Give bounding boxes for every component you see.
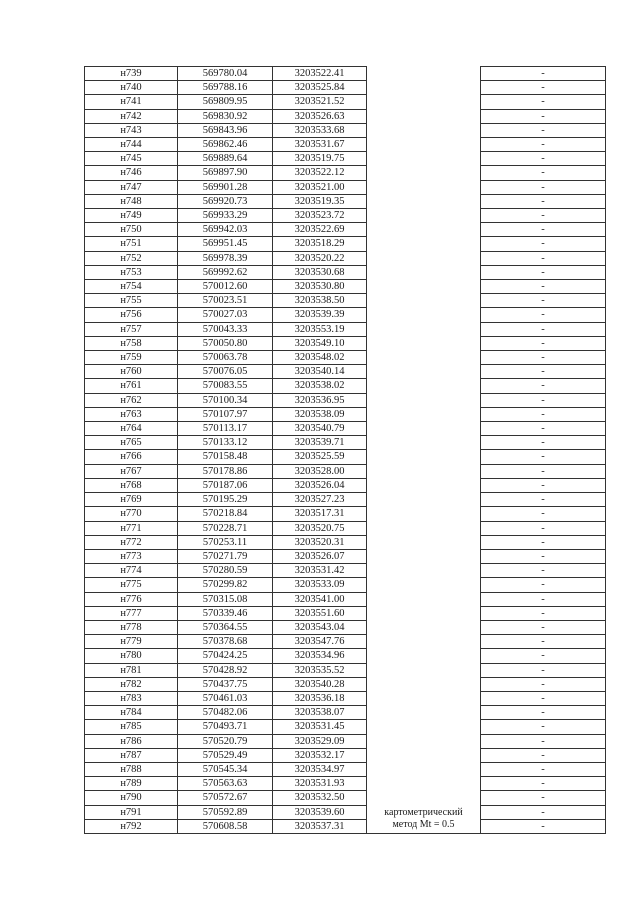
table-row — [85, 493, 606, 507]
x-coordinate-cell: 570083.55 — [178, 379, 273, 393]
extra-value-cell: - — [481, 393, 606, 407]
extra-value-cell: - — [481, 819, 606, 833]
table-row — [85, 138, 606, 152]
y-coordinate-cell: 3203519.35 — [273, 194, 367, 208]
table-row — [85, 109, 606, 123]
table-row — [85, 748, 606, 762]
point-name-cell: н780 — [85, 649, 178, 663]
extra-value-cell: - — [481, 578, 606, 592]
point-name-cell: н740 — [85, 81, 178, 95]
y-coordinate-cell: 3203541.00 — [273, 592, 367, 606]
x-coordinate-cell: 570023.51 — [178, 294, 273, 308]
table-row — [85, 762, 606, 776]
x-coordinate-cell: 570493.71 — [178, 720, 273, 734]
table-row — [85, 819, 606, 833]
point-name-cell: н783 — [85, 691, 178, 705]
extra-value-cell: - — [481, 748, 606, 762]
extra-value-cell: - — [481, 564, 606, 578]
table-row — [85, 209, 606, 223]
x-coordinate-cell: 570482.06 — [178, 706, 273, 720]
point-name-cell: н764 — [85, 422, 178, 436]
extra-value-cell: - — [481, 379, 606, 393]
y-coordinate-cell: 3203527.23 — [273, 493, 367, 507]
x-coordinate-cell: 569889.64 — [178, 152, 273, 166]
extra-value-cell: - — [481, 166, 606, 180]
y-coordinate-cell: 3203525.84 — [273, 81, 367, 95]
x-coordinate-cell: 569901.28 — [178, 180, 273, 194]
table-row — [85, 549, 606, 563]
extra-value-cell: - — [481, 635, 606, 649]
extra-value-cell: - — [481, 734, 606, 748]
table-row — [85, 294, 606, 308]
y-coordinate-cell: 3203531.42 — [273, 564, 367, 578]
point-name-cell: н752 — [85, 251, 178, 265]
extra-value-cell: - — [481, 464, 606, 478]
extra-value-cell: - — [481, 691, 606, 705]
extra-value-cell: - — [481, 677, 606, 691]
extra-value-cell: - — [481, 805, 606, 819]
extra-value-cell: - — [481, 422, 606, 436]
table-row — [85, 620, 606, 634]
extra-value-cell: - — [481, 138, 606, 152]
y-coordinate-cell: 3203518.29 — [273, 237, 367, 251]
y-coordinate-cell: 3203538.09 — [273, 407, 367, 421]
x-coordinate-cell: 570364.55 — [178, 620, 273, 634]
x-coordinate-cell: 570378.68 — [178, 635, 273, 649]
table-row — [85, 336, 606, 350]
x-coordinate-cell: 570187.06 — [178, 478, 273, 492]
table-row — [85, 81, 606, 95]
y-coordinate-cell: 3203540.79 — [273, 422, 367, 436]
point-name-cell: н771 — [85, 521, 178, 535]
extra-value-cell: - — [481, 180, 606, 194]
y-coordinate-cell: 3203531.45 — [273, 720, 367, 734]
table-row — [85, 521, 606, 535]
x-coordinate-cell: 570563.63 — [178, 777, 273, 791]
table-row — [85, 223, 606, 237]
table-row — [85, 777, 606, 791]
extra-value-cell: - — [481, 706, 606, 720]
extra-value-cell: - — [481, 237, 606, 251]
extra-value-cell: - — [481, 663, 606, 677]
point-name-cell: н773 — [85, 549, 178, 563]
point-name-cell: н745 — [85, 152, 178, 166]
y-coordinate-cell: 3203526.63 — [273, 109, 367, 123]
y-coordinate-cell: 3203543.04 — [273, 620, 367, 634]
table-row — [85, 407, 606, 421]
point-name-cell: н774 — [85, 564, 178, 578]
table-row — [85, 592, 606, 606]
point-name-cell: н750 — [85, 223, 178, 237]
y-coordinate-cell: 3203520.22 — [273, 251, 367, 265]
table-row — [85, 265, 606, 279]
x-coordinate-cell: 569951.45 — [178, 237, 273, 251]
table-row — [85, 180, 606, 194]
extra-value-cell: - — [481, 109, 606, 123]
x-coordinate-cell: 570113.17 — [178, 422, 273, 436]
extra-value-cell: - — [481, 549, 606, 563]
point-name-cell: н791 — [85, 805, 178, 819]
x-coordinate-cell: 569942.03 — [178, 223, 273, 237]
y-coordinate-cell: 3203534.97 — [273, 762, 367, 776]
coordinates-table — [84, 66, 606, 834]
table-row — [85, 507, 606, 521]
method-text-line2: метод Mt = 0.5 — [392, 818, 455, 830]
y-coordinate-cell: 3203547.76 — [273, 635, 367, 649]
y-coordinate-cell: 3203526.04 — [273, 478, 367, 492]
extra-value-cell: - — [481, 365, 606, 379]
y-coordinate-cell: 3203538.02 — [273, 379, 367, 393]
table-row — [85, 450, 606, 464]
x-coordinate-cell: 570050.80 — [178, 336, 273, 350]
x-coordinate-cell: 569992.62 — [178, 265, 273, 279]
x-coordinate-cell: 570529.49 — [178, 748, 273, 762]
table-row — [85, 166, 606, 180]
point-name-cell: н742 — [85, 109, 178, 123]
extra-value-cell: - — [481, 67, 606, 81]
x-coordinate-cell: 570100.34 — [178, 393, 273, 407]
y-coordinate-cell: 3203528.00 — [273, 464, 367, 478]
extra-value-cell: - — [481, 294, 606, 308]
x-coordinate-cell: 570461.03 — [178, 691, 273, 705]
x-coordinate-cell: 570428.92 — [178, 663, 273, 677]
table-row — [85, 194, 606, 208]
x-coordinate-cell: 570299.82 — [178, 578, 273, 592]
extra-value-cell: - — [481, 450, 606, 464]
table-row — [85, 280, 606, 294]
method-text-line1: картометрический — [384, 806, 463, 818]
table-row — [85, 379, 606, 393]
y-coordinate-cell: 3203526.07 — [273, 549, 367, 563]
x-coordinate-cell: 570107.97 — [178, 407, 273, 421]
table-row — [85, 578, 606, 592]
point-name-cell: н765 — [85, 436, 178, 450]
table-row — [85, 691, 606, 705]
x-coordinate-cell: 570195.29 — [178, 493, 273, 507]
point-name-cell: н748 — [85, 194, 178, 208]
x-coordinate-cell: 570339.46 — [178, 606, 273, 620]
y-coordinate-cell: 3203551.60 — [273, 606, 367, 620]
table-row — [85, 635, 606, 649]
x-coordinate-cell: 570158.48 — [178, 450, 273, 464]
x-coordinate-cell: 569780.04 — [178, 67, 273, 81]
y-coordinate-cell: 3203532.50 — [273, 791, 367, 805]
point-name-cell: н792 — [85, 819, 178, 833]
point-name-cell: н749 — [85, 209, 178, 223]
point-name-cell: н777 — [85, 606, 178, 620]
y-coordinate-cell: 3203534.96 — [273, 649, 367, 663]
point-name-cell: н762 — [85, 393, 178, 407]
x-coordinate-cell: 569843.96 — [178, 123, 273, 137]
table-row — [85, 152, 606, 166]
table-row — [85, 464, 606, 478]
extra-value-cell: - — [481, 322, 606, 336]
y-coordinate-cell: 3203520.31 — [273, 535, 367, 549]
y-coordinate-cell: 3203521.00 — [273, 180, 367, 194]
table-row — [85, 677, 606, 691]
extra-value-cell: - — [481, 478, 606, 492]
extra-value-cell: - — [481, 720, 606, 734]
table-row — [85, 422, 606, 436]
y-coordinate-cell: 3203522.41 — [273, 67, 367, 81]
x-coordinate-cell: 570043.33 — [178, 322, 273, 336]
table-row — [85, 67, 606, 81]
y-coordinate-cell: 3203530.68 — [273, 265, 367, 279]
y-coordinate-cell: 3203538.07 — [273, 706, 367, 720]
table-row — [85, 649, 606, 663]
point-name-cell: н766 — [85, 450, 178, 464]
extra-value-cell: - — [481, 507, 606, 521]
point-name-cell: н789 — [85, 777, 178, 791]
extra-value-cell: - — [481, 762, 606, 776]
table-row — [85, 351, 606, 365]
table-row — [85, 805, 606, 819]
y-coordinate-cell: 3203523.72 — [273, 209, 367, 223]
point-name-cell: н746 — [85, 166, 178, 180]
point-name-cell: н754 — [85, 280, 178, 294]
x-coordinate-cell: 570437.75 — [178, 677, 273, 691]
y-coordinate-cell: 3203537.31 — [273, 819, 367, 833]
y-coordinate-cell: 3203530.80 — [273, 280, 367, 294]
y-coordinate-cell: 3203540.14 — [273, 365, 367, 379]
extra-value-cell: - — [481, 777, 606, 791]
extra-value-cell: - — [481, 280, 606, 294]
x-coordinate-cell: 570178.86 — [178, 464, 273, 478]
y-coordinate-cell: 3203533.09 — [273, 578, 367, 592]
table-row — [85, 95, 606, 109]
x-coordinate-cell: 570280.59 — [178, 564, 273, 578]
y-coordinate-cell: 3203553.19 — [273, 322, 367, 336]
extra-value-cell: - — [481, 209, 606, 223]
y-coordinate-cell: 3203531.93 — [273, 777, 367, 791]
table-row — [85, 734, 606, 748]
y-coordinate-cell: 3203519.75 — [273, 152, 367, 166]
point-name-cell: н744 — [85, 138, 178, 152]
point-name-cell: н763 — [85, 407, 178, 421]
point-name-cell: н784 — [85, 706, 178, 720]
extra-value-cell: - — [481, 251, 606, 265]
x-coordinate-cell: 570424.25 — [178, 649, 273, 663]
x-coordinate-cell: 569897.90 — [178, 166, 273, 180]
y-coordinate-cell: 3203539.71 — [273, 436, 367, 450]
x-coordinate-cell: 569933.29 — [178, 209, 273, 223]
x-coordinate-cell: 570027.03 — [178, 308, 273, 322]
point-name-cell: н743 — [85, 123, 178, 137]
y-coordinate-cell: 3203549.10 — [273, 336, 367, 350]
x-coordinate-cell: 570218.84 — [178, 507, 273, 521]
point-name-cell: н756 — [85, 308, 178, 322]
table-row — [85, 308, 606, 322]
x-coordinate-cell: 570572.67 — [178, 791, 273, 805]
point-name-cell: н775 — [85, 578, 178, 592]
y-coordinate-cell: 3203522.12 — [273, 166, 367, 180]
point-name-cell: н790 — [85, 791, 178, 805]
point-name-cell: н755 — [85, 294, 178, 308]
x-coordinate-cell: 570520.79 — [178, 734, 273, 748]
x-coordinate-cell: 570133.12 — [178, 436, 273, 450]
extra-value-cell: - — [481, 620, 606, 634]
table-row — [85, 706, 606, 720]
y-coordinate-cell: 3203531.67 — [273, 138, 367, 152]
table-row — [85, 237, 606, 251]
extra-value-cell: - — [481, 223, 606, 237]
point-name-cell: н779 — [85, 635, 178, 649]
x-coordinate-cell: 570592.89 — [178, 805, 273, 819]
x-coordinate-cell: 570545.34 — [178, 762, 273, 776]
method-cell — [367, 67, 481, 834]
point-name-cell: н741 — [85, 95, 178, 109]
point-name-cell: н788 — [85, 762, 178, 776]
coordinates-table-body — [85, 67, 606, 834]
extra-value-cell: - — [481, 606, 606, 620]
y-coordinate-cell: 3203520.75 — [273, 521, 367, 535]
point-name-cell: н747 — [85, 180, 178, 194]
y-coordinate-cell: 3203535.52 — [273, 663, 367, 677]
y-coordinate-cell: 3203536.95 — [273, 393, 367, 407]
point-name-cell: н776 — [85, 592, 178, 606]
x-coordinate-cell: 570012.60 — [178, 280, 273, 294]
extra-value-cell: - — [481, 152, 606, 166]
x-coordinate-cell: 570315.08 — [178, 592, 273, 606]
y-coordinate-cell: 3203532.17 — [273, 748, 367, 762]
table-row — [85, 791, 606, 805]
y-coordinate-cell: 3203522.69 — [273, 223, 367, 237]
point-name-cell: н759 — [85, 351, 178, 365]
extra-value-cell: - — [481, 592, 606, 606]
x-coordinate-cell: 570076.05 — [178, 365, 273, 379]
table-row — [85, 720, 606, 734]
point-name-cell: н772 — [85, 535, 178, 549]
extra-value-cell: - — [481, 336, 606, 350]
table-row — [85, 393, 606, 407]
point-name-cell: н786 — [85, 734, 178, 748]
x-coordinate-cell: 570271.79 — [178, 549, 273, 563]
y-coordinate-cell: 3203525.59 — [273, 450, 367, 464]
table-row — [85, 606, 606, 620]
point-name-cell: н760 — [85, 365, 178, 379]
y-coordinate-cell: 3203521.52 — [273, 95, 367, 109]
extra-value-cell: - — [481, 535, 606, 549]
extra-value-cell: - — [481, 351, 606, 365]
extra-value-cell: - — [481, 649, 606, 663]
x-coordinate-cell: 570228.71 — [178, 521, 273, 535]
point-name-cell: н761 — [85, 379, 178, 393]
point-name-cell: н778 — [85, 620, 178, 634]
point-name-cell: н767 — [85, 464, 178, 478]
extra-value-cell: - — [481, 81, 606, 95]
x-coordinate-cell: 569862.46 — [178, 138, 273, 152]
point-name-cell: н770 — [85, 507, 178, 521]
y-coordinate-cell: 3203529.09 — [273, 734, 367, 748]
point-name-cell: н785 — [85, 720, 178, 734]
table-row — [85, 436, 606, 450]
y-coordinate-cell: 3203539.60 — [273, 805, 367, 819]
extra-value-cell: - — [481, 791, 606, 805]
x-coordinate-cell: 570063.78 — [178, 351, 273, 365]
point-name-cell: н739 — [85, 67, 178, 81]
y-coordinate-cell: 3203538.50 — [273, 294, 367, 308]
table-row — [85, 663, 606, 677]
y-coordinate-cell: 3203540.28 — [273, 677, 367, 691]
point-name-cell: н769 — [85, 493, 178, 507]
y-coordinate-cell: 3203548.02 — [273, 351, 367, 365]
point-name-cell: н751 — [85, 237, 178, 251]
extra-value-cell: - — [481, 194, 606, 208]
extra-value-cell: - — [481, 123, 606, 137]
point-name-cell: н781 — [85, 663, 178, 677]
y-coordinate-cell: 3203533.68 — [273, 123, 367, 137]
y-coordinate-cell: 3203536.18 — [273, 691, 367, 705]
table-row — [85, 322, 606, 336]
x-coordinate-cell: 569788.16 — [178, 81, 273, 95]
x-coordinate-cell: 569830.92 — [178, 109, 273, 123]
x-coordinate-cell: 569978.39 — [178, 251, 273, 265]
table-row — [85, 564, 606, 578]
point-name-cell: н758 — [85, 336, 178, 350]
extra-value-cell: - — [481, 407, 606, 421]
x-coordinate-cell: 570608.58 — [178, 819, 273, 833]
x-coordinate-cell: 569920.73 — [178, 194, 273, 208]
extra-value-cell: - — [481, 95, 606, 109]
point-name-cell: н787 — [85, 748, 178, 762]
point-name-cell: н768 — [85, 478, 178, 492]
table-row — [85, 535, 606, 549]
extra-value-cell: - — [481, 436, 606, 450]
table-row — [85, 123, 606, 137]
point-name-cell: н753 — [85, 265, 178, 279]
extra-value-cell: - — [481, 265, 606, 279]
x-coordinate-cell: 569809.95 — [178, 95, 273, 109]
y-coordinate-cell: 3203517.31 — [273, 507, 367, 521]
point-name-cell: н757 — [85, 322, 178, 336]
extra-value-cell: - — [481, 308, 606, 322]
extra-value-cell: - — [481, 493, 606, 507]
table-row — [85, 365, 606, 379]
x-coordinate-cell: 570253.11 — [178, 535, 273, 549]
extra-value-cell: - — [481, 521, 606, 535]
point-name-cell: н782 — [85, 677, 178, 691]
y-coordinate-cell: 3203539.39 — [273, 308, 367, 322]
table-row — [85, 478, 606, 492]
table-row — [85, 251, 606, 265]
